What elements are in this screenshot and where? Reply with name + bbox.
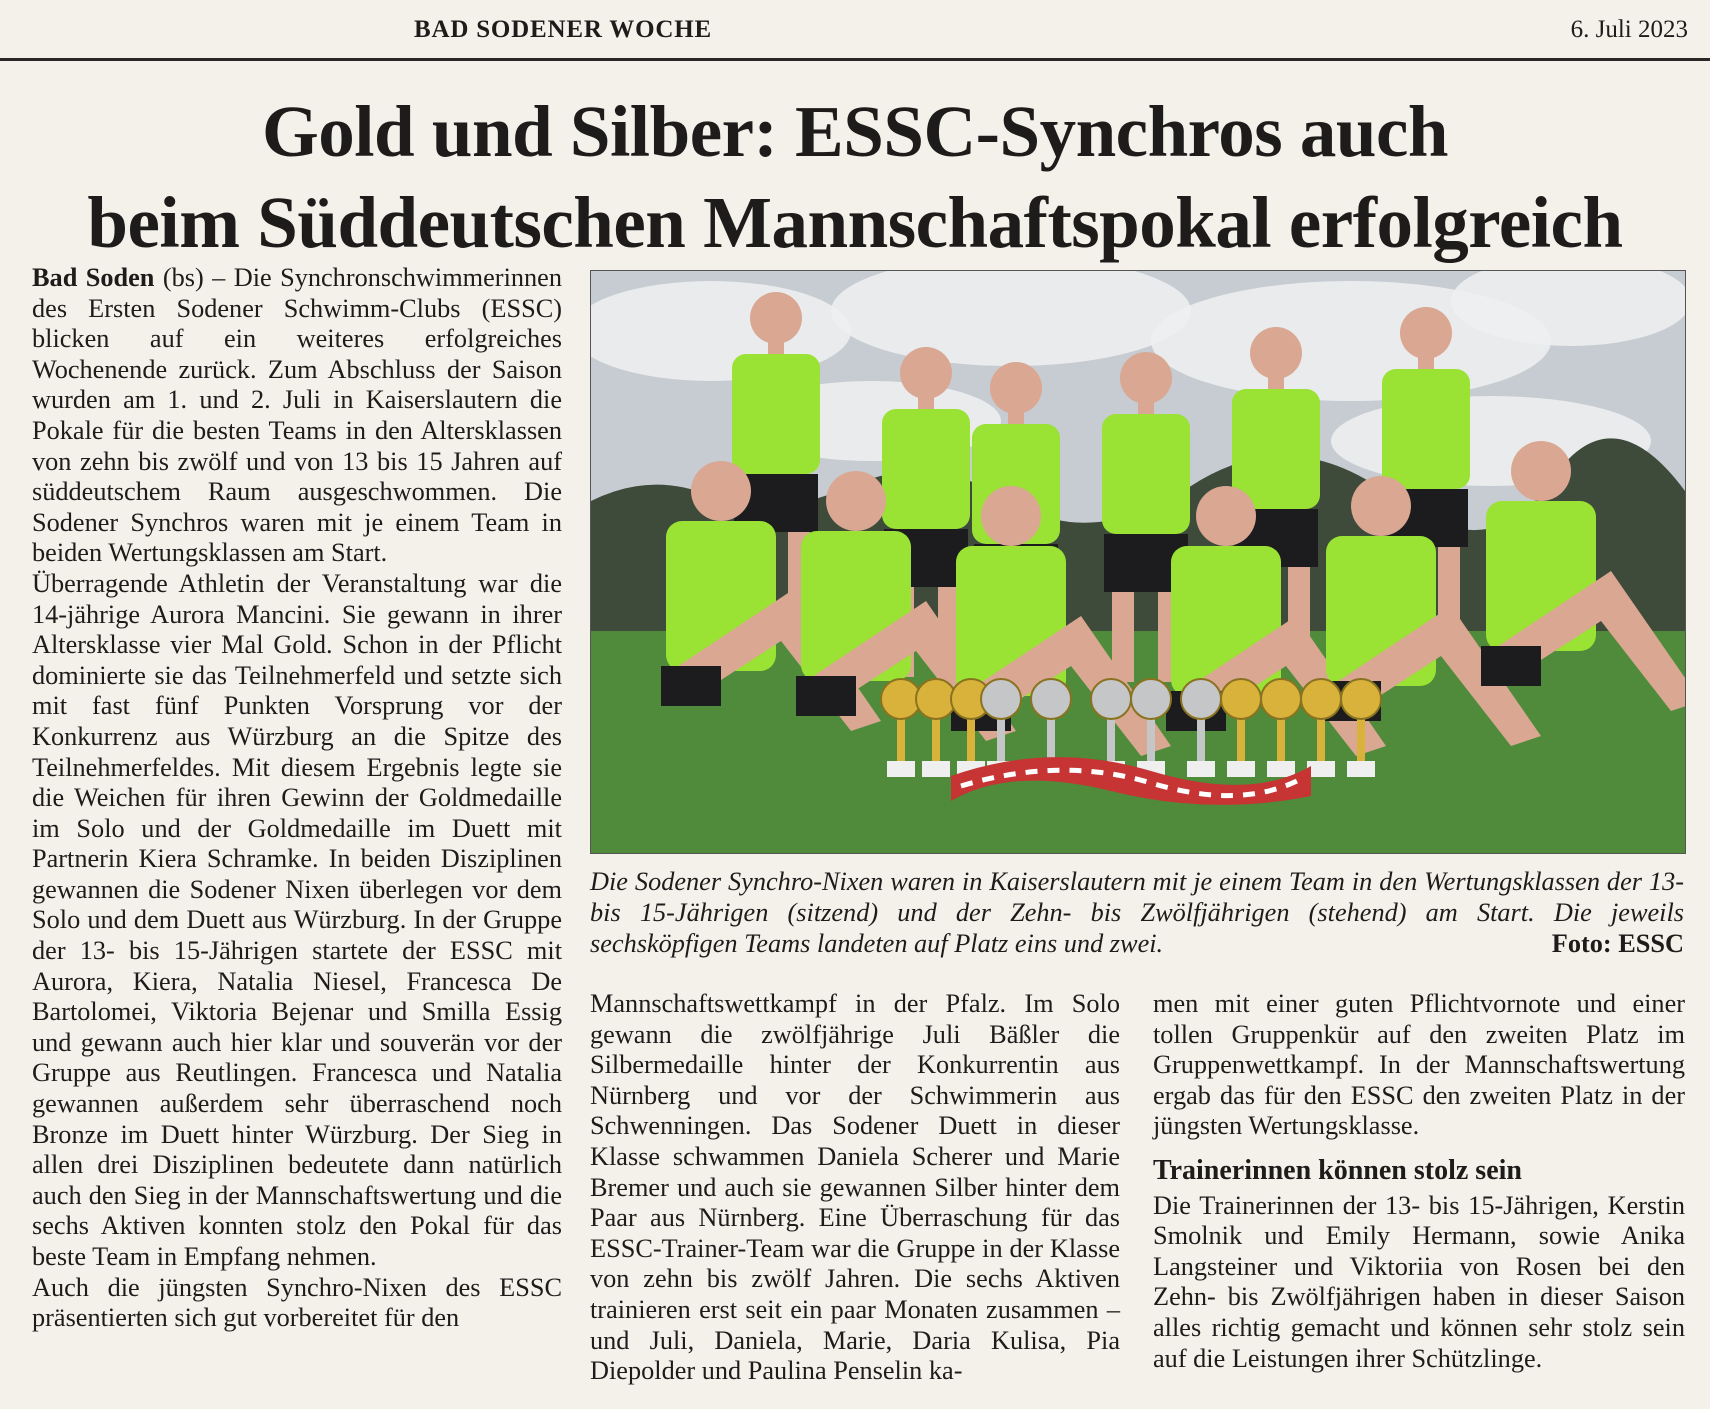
- standing-head: [1250, 327, 1302, 379]
- body-paragraph: men mit einer guten Pflichtvornote und einer tollen Gruppenkür auf den zweiten Platz im Gruppenwettkampf. In der Mannschaftswertung ergab das für den ESSC den zweiten Platz in der jüngsten Wertungsklasse.: [1153, 989, 1685, 1141]
- trophy-base: [1267, 761, 1295, 777]
- article-column-1: [32, 263, 562, 1334]
- sitting-head: [1511, 441, 1571, 501]
- trophy-base: [1307, 761, 1335, 777]
- publication-name: BAD SODENER WOCHE: [414, 16, 712, 43]
- standing-head: [750, 292, 802, 344]
- headline-line-1: Gold und Silber: ESSC-Synchros auch: [261, 91, 1449, 172]
- sitting-head: [1196, 486, 1256, 546]
- trophy-base: [922, 761, 950, 777]
- caption-text: Die Sodener Synchro-Nixen waren in Kaiserslautern mit je einem Team in den Wertungsklassen der 13- bis 15-Jährigen (sitzend) und der Zehn- bis Zwölfjährigen (stehend) am Start. Die jeweils sechsköpfigen Teams landeten auf Platz eins und zwei.: [590, 867, 1684, 958]
- team-photo-illustration: [591, 271, 1685, 853]
- trophy-cup: [1091, 679, 1131, 719]
- article-column-3: [1153, 989, 1685, 1374]
- article-column-2: [590, 989, 1120, 1387]
- trophy-cup: [1031, 679, 1071, 719]
- trophy-cup: [1181, 679, 1221, 719]
- sitting-head: [1351, 476, 1411, 536]
- body-paragraph: Mannschaftswettkampf in der Pfalz. Im Solo gewann die zwölfjährige Juli Bäßler die Silbermedaille hinter der Konkurrentin aus Nürnberg und vor der Schwimmerin aus Schwenningen. Das Sodener Duett in dieser Klasse schwammen Daniela Scherer und Marie Bremer und auch sie gewannen Silber hinter dem Paar aus Nürnberg. Eine Überraschung für das ESSC-Trainer-Team war die Gruppe in der Klasse von zehn bis zwölf Jahren. Die sechs Aktiven trainieren erst seit ein paar Monaten zusammen – und Juli, Daniela, Marie, Daria Kulisa, Pia Diepolder und Paulina Penselin ka-: [590, 989, 1120, 1386]
- standing-shirt: [1232, 389, 1320, 509]
- headline-line-2: beim Süddeutschen Mannschaftspokal erfolgreich: [87, 182, 1623, 263]
- standing-shirt: [882, 409, 970, 529]
- body-paragraph: Die Trainerinnen der 13- bis 15-Jährigen, Kerstin Smolnik und Emily Hermann, sowie Anika Langsteiner und Viktoriia von Rosen bei den Zehn- bis Zwölfjährigen haben in dieser Saison alles richtig gemacht und können sehr stolz sein auf die Leistungen ihrer Schützlinge.: [1153, 1190, 1685, 1373]
- trophy-base: [1347, 761, 1375, 777]
- trophy-cup: [1131, 679, 1171, 719]
- sitting-head: [826, 471, 886, 531]
- issue-date: 6. Juli 2023: [1570, 16, 1688, 43]
- trophy-cup: [1221, 679, 1261, 719]
- sitting-head: [981, 486, 1041, 546]
- sitting-shorts: [661, 666, 721, 706]
- sitting-shorts: [1481, 646, 1541, 686]
- trophy-base: [887, 761, 915, 777]
- standing-head: [1120, 352, 1172, 404]
- trophy-cup: [1301, 679, 1341, 719]
- standing-head: [900, 347, 952, 399]
- standing-shirt: [732, 354, 820, 474]
- body-paragraph: Überragende Athletin der Veranstaltung war die 14-jährige Aurora Mancini. Sie gewann in ihrer Altersklasse vier Mal Gold. Schon in der Pflicht dominierte sie das Teilnehmerfeld und setzte sich mit fast fünf Punkten Vorsprung vor der Konkurrenz aus Würzburg an die Spitze des Teilnehmerfeldes. Mit diesem Ergebnis legte sie die Weichen für ihren Gewinn der Goldmedaille im Solo und der Goldmedaille im Duett mit Partnerin Kiera Schramke. In beiden Disziplinen gewannen die Sodener Nixen überlegen vor dem Solo und dem Duett aus Würzburg. In der Gruppe der 13- bis 15-Jährigen startete der ESSC mit Aurora, Kiera, Natalia Niesel, Francesca De Bartolomei, Viktoria Bejenar und Smilla Essig und gewann auch hier klar und souverän vor der Gruppe aus Reutlingen. Francesca und Natalia gewannen außerdem sehr überraschend noch Bronze im Duett hinter Würzburg. Der Sieg in allen drei Disziplinen bedeutete dann natürlich auch den Sieg in der Mannschaftswertung und die sechs Aktiven konnten stolz den Pokal für das beste Team in Empfang nehmen.: [32, 568, 562, 1271]
- headline: [0, 86, 1710, 268]
- body-paragraph: Auch die jüngsten Synchro-Nixen des ESSC präsentierten sich gut vorbereitet für den: [32, 1272, 562, 1333]
- trophy-base: [1187, 761, 1215, 777]
- sitting-head: [691, 461, 751, 521]
- lead-text: (bs) – Die Synchronschwimmerinnen des Ersten Sodener Schwimm-Clubs (ESSC) blicken auf ein weiteres erfolgreiches Wochenende zurück. Zum Abschluss der Saison wurden am 1. und 2. Juli in Kaiserslautern die Pokale für die besten Teams in den Altersklassen von zehn bis zwölf und von 13 bis 15 Jahren auf süddeutschem Raum ausgeschwommen. Die Sodener Synchros waren mit je einem Team in beiden Wertungsklassen am Start.: [32, 263, 562, 568]
- masthead: [0, 0, 1710, 61]
- standing-shirt: [1382, 369, 1470, 489]
- lead-paragraph: [32, 263, 562, 569]
- trophy-cup: [1341, 679, 1381, 719]
- standing-head: [990, 362, 1042, 414]
- photo-credit: Foto: ESSC: [1551, 928, 1684, 958]
- dateline: Bad Soden: [32, 263, 155, 292]
- trophy-cup: [981, 679, 1021, 719]
- subheading: Trainerinnen können stolz sein: [1153, 1154, 1522, 1186]
- trophy-base: [1227, 761, 1255, 777]
- standing-head: [1400, 307, 1452, 359]
- team-photo: [590, 270, 1686, 854]
- trophy-cup: [1261, 679, 1301, 719]
- sitting-shorts: [796, 676, 856, 716]
- photo-caption: [590, 867, 1684, 959]
- standing-shirt: [1102, 414, 1190, 534]
